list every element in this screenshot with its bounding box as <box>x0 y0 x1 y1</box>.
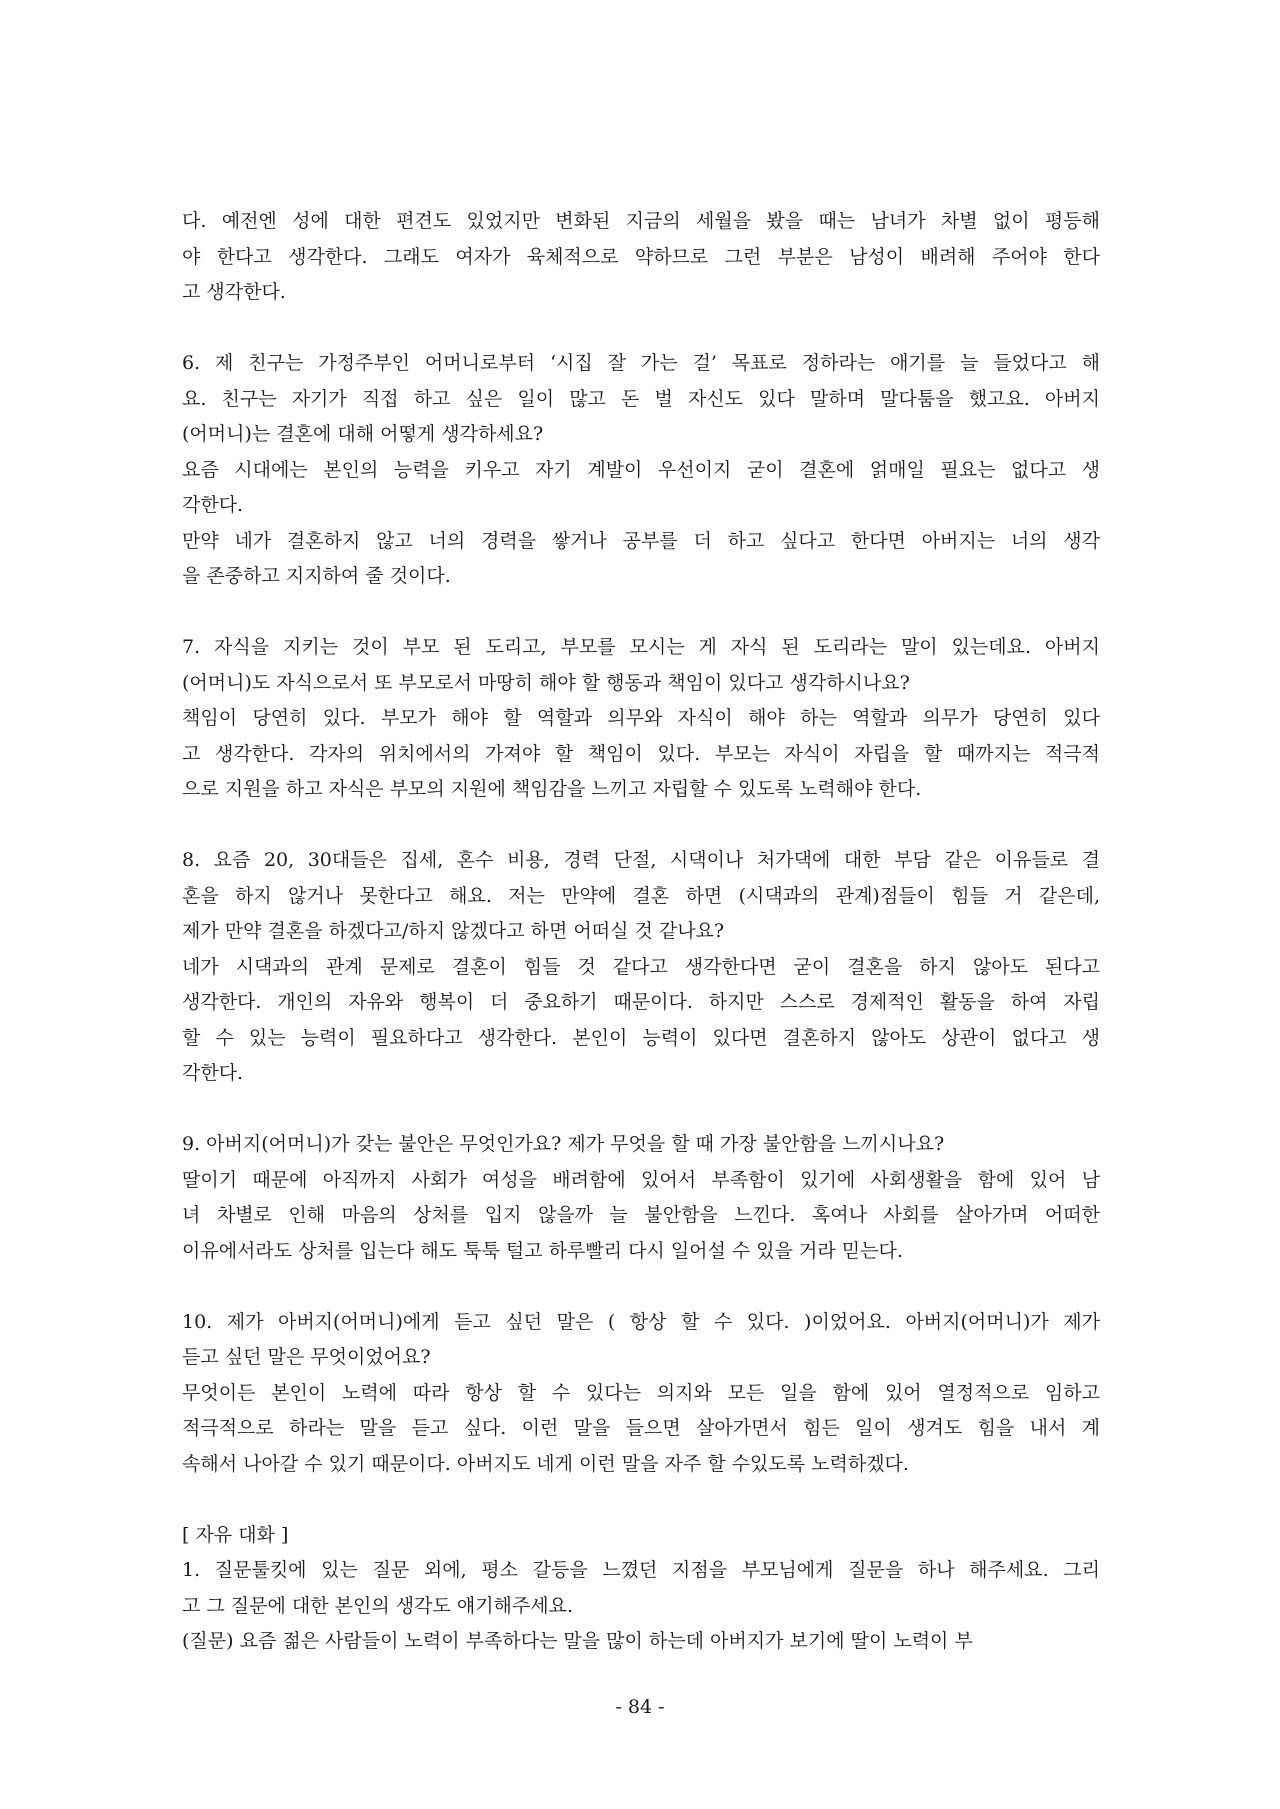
page-number: - 84 - <box>615 1696 665 1718</box>
text-line: (어머니)도 자식으로서 또 부모로서 마땅히 해야 할 행동과 책임이 있다고 생각하시나요? <box>182 671 910 694</box>
text-line: 만약 네가 결혼하지 않고 너의 경력을 쌓거나 공부를 더 하고 싶다고 한다면 아버지는 너의 생각 <box>182 529 1100 552</box>
text-line: 야 한다고 생각한다. 그래도 여자가 육체적으로 약하므로 그런 부분은 남성이 배려해 주어야 한다 <box>182 245 1100 268</box>
text-line: 9. 아버지(어머니)가 갖는 불안은 무엇인가요? 제가 무엇을 할 때 가장 불안함을 느끼시나요? <box>182 1133 945 1155</box>
text-line: 을 존중하고 지지하여 줄 것이다. <box>182 565 451 587</box>
text-line: 1. 질문툴킷에 있는 질문 외에, 평소 갈등을 느꼈던 지점을 부모님에게 질문을 하나 해주세요. 그리 <box>182 1559 1100 1581</box>
paragraph <box>182 1127 1100 1269</box>
text-line: 딸이기 때문에 아직까지 사회가 여성을 배려함에 있어서 부족함이 있기에 사회생활을 함에 있어 남 <box>182 1168 1100 1191</box>
paragraph <box>182 630 1100 808</box>
text-line: 으로 지원을 하고 자식은 부모의 지원에 책임감을 느끼고 자립할 수 있도록 노력해야 한다. <box>182 778 922 800</box>
text-line: 무엇이든 본인이 노력에 따라 항상 할 수 있다는 의지와 모든 일을 함에 있어 열정적으로 임하고 <box>182 1381 1100 1404</box>
text-line: 고 생각한다. <box>182 281 286 303</box>
document-body <box>182 204 1100 1660</box>
text-line: (어머니)는 결혼에 대해 어떻게 생각하세요? <box>182 423 544 445</box>
text-line: 녀 차별로 인해 마음의 상처를 입지 않을까 늘 불안함을 느낀다. 혹여나 사회를 살아가며 어떠한 <box>182 1204 1100 1226</box>
text-line: 6. 제 친구는 가정주부인 어머니로부터 ‘시집 잘 가는 걸’ 목표로 정하라는 애기를 늘 들었다고 해 <box>182 352 1100 374</box>
text-line: 책임이 당연히 있다. 부모가 해야 할 역할과 의무와 자식이 해야 하는 역할과 의무가 당연히 있다 <box>182 707 1100 729</box>
text-line: 다. 예전엔 성에 대한 편견도 있었지만 변화된 지금의 세월을 봤을 때는 남녀가 차별 없이 평등해 <box>182 210 1100 232</box>
text-line: 10. 제가 아버지(어머니)에게 듣고 싶던 말은 ( 항상 할 수 있다. )이었어요. 아버지(어머니)가 제가 <box>182 1310 1100 1333</box>
text-line: 7. 자식을 지키는 것이 부모 된 도리고, 부모를 모시는 게 자식 된 도리라는 말이 있는데요. 아버지 <box>182 636 1100 658</box>
paragraph <box>182 204 1100 311</box>
text-line: 고 그 질문에 대한 본인의 생각도 얘기해주세요. <box>182 1594 574 1617</box>
paragraph-gap <box>182 1482 1100 1518</box>
paragraph <box>182 843 1100 1092</box>
text-line: 혼을 하지 않거나 못한다고 해요. 저는 만약에 결혼 하면 (시댁과의 관계)점들이 힘들 거 같은데, <box>182 884 1100 907</box>
paragraph-gap <box>182 808 1100 844</box>
text-line: 고 생각한다. 각자의 위치에서의 가져야 할 책임이 있다. 부모는 자식이 자립을 할 때까지는 적극적 <box>182 742 1100 765</box>
text-line: 이유에서라도 상처를 입는다 해도 툭툭 털고 하루빨리 다시 일어설 수 있을 거라 믿는다. <box>182 1239 903 1262</box>
text-line: 제가 만약 결혼을 하겠다고/하지 않겠다고 하면 어떠실 것 같나요? <box>182 920 725 942</box>
paragraph <box>182 1305 1100 1483</box>
text-line: 요즘 시대에는 본인의 능력을 키우고 자기 계발이 우선이지 굳이 결혼에 얽매일 필요는 없다고 생 <box>182 458 1100 481</box>
text-line: 요. 친구는 자기가 직접 하고 싶은 일이 많고 돈 벌 자신도 있다 말하며 말다툼을 했고요. 아버지 <box>182 387 1100 410</box>
paragraph <box>182 346 1100 595</box>
text-line: 할 수 있는 능력이 필요하다고 생각한다. 본인이 능력이 있다면 결혼하지 않아도 상관이 없다고 생 <box>182 1026 1100 1049</box>
text-line: 생각한다. 개인의 자유와 행복이 더 중요하기 때문이다. 하지만 스스로 경제적인 활동을 하여 자립 <box>182 991 1100 1013</box>
paragraph-gap <box>182 1092 1100 1128</box>
paragraph-gap <box>182 311 1100 347</box>
text-line: (질문) 요즘 젊은 사람들이 노력이 부족하다는 말을 많이 하는데 아버지가 보기에 딸이 노력이 부 <box>182 1630 973 1652</box>
text-line: 적극적으로 하라는 말을 듣고 싶다. 이런 말을 들으면 살아가면서 힘든 일이 생겨도 힘을 내서 계 <box>182 1417 1100 1439</box>
text-line: 속해서 나아갈 수 있기 때문이다. 아버지도 네게 이런 말을 자주 할 수있도록 노력하겠다. <box>182 1452 909 1475</box>
text-line: 각한다. <box>182 494 244 516</box>
paragraph-gap <box>182 1269 1100 1305</box>
text-line: 8. 요즘 20, 30대들은 집세, 혼수 비용, 경력 단절, 시댁이나 처가댁에 대한 부담 같은 이유들로 결 <box>182 849 1100 871</box>
text-line: 네가 시댁과의 관계 문제로 결혼이 힘들 것 같다고 생각한다면 굳이 결혼을 하지 않아도 된다고 <box>182 955 1100 978</box>
text-line: 듣고 싶던 말은 무엇이었어요? <box>182 1346 431 1368</box>
paragraph <box>182 1518 1100 1660</box>
text-line: 각한다. <box>182 1062 244 1084</box>
text-line: [ 자유 대화 ] <box>182 1523 289 1546</box>
paragraph-gap <box>182 595 1100 631</box>
